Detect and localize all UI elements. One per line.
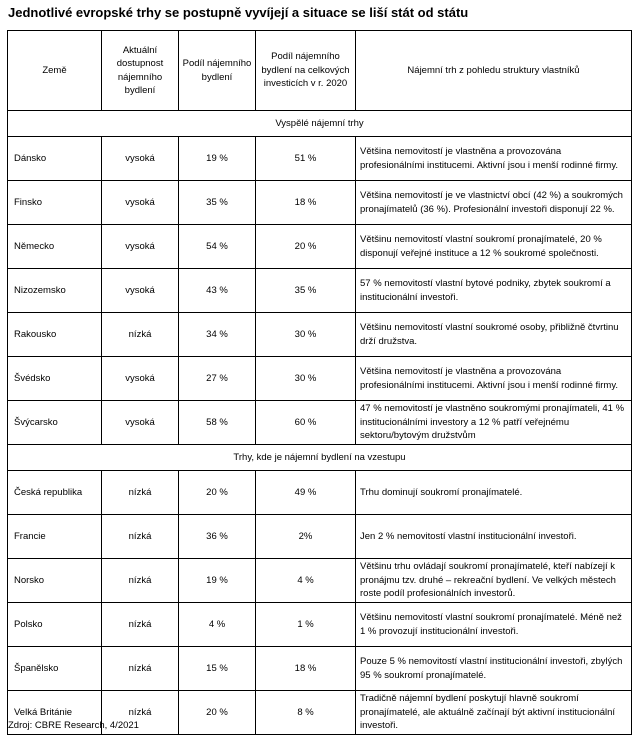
header-availability: Aktuální dostupnost nájemního bydlení [102,31,179,111]
share-cell: 27 % [179,357,256,401]
share-cell: 36 % [179,515,256,559]
ownership-cell: Většina nemovitostí je ve vlastnictví obcí (42 %) a soukromých pronajímatelů (36 %). Profesionální investoři disponují 22 %. [356,181,632,225]
share-cell: 35 % [179,181,256,225]
table-row [8,313,632,357]
share-cell: 58 % [179,401,256,445]
country-cell: Rakousko [8,313,102,357]
availability-cell: nízká [102,647,179,691]
header-country: Země [8,31,102,111]
investment-cell: 51 % [256,137,356,181]
share-cell: 20 % [179,471,256,515]
investment-cell: 49 % [256,471,356,515]
page-title: Jednotlivé evropské trhy se postupně vyvíjejí a situace se liší stát od státu [8,5,469,20]
investment-cell: 18 % [256,647,356,691]
ownership-cell: Jen 2 % nemovitostí vlastní institucionální investoři. [356,515,632,559]
country-cell: Švédsko [8,357,102,401]
header-investment: Podíl nájemního bydlení na celkových investicích v r. 2020 [256,31,356,111]
ownership-cell: Většinu nemovitostí vlastní soukromí pronajímatelé, 20 % disponují veřejné instituce a 12 % soukromé společnosti. [356,225,632,269]
country-cell: Norsko [8,559,102,603]
ownership-cell: Většinu nemovitostí vlastní soukromí pronajímatelé. Méně než 1 % provozují institucionální investoři. [356,603,632,647]
share-cell: 15 % [179,647,256,691]
table-row [8,225,632,269]
table-row [8,401,632,445]
share-cell: 19 % [179,559,256,603]
investment-cell: 4 % [256,559,356,603]
table-row [8,269,632,313]
table-header-row [8,31,632,111]
table-row [8,137,632,181]
availability-cell: nízká [102,559,179,603]
share-cell: 54 % [179,225,256,269]
availability-cell: nízká [102,603,179,647]
availability-cell: vysoká [102,181,179,225]
country-cell: Nizozemsko [8,269,102,313]
ownership-cell: 47 % nemovitostí je vlastněno soukromými pronajímateli, 41 % institucionálními investory a 12 % patří veřejnému sektoru/bytovým družstvům [356,401,632,445]
investment-cell: 20 % [256,225,356,269]
section-row [8,445,632,471]
investment-cell: 35 % [256,269,356,313]
ownership-cell: Většina nemovitostí je vlastněna a provozována profesionálními institucemi. Aktivní jsou i menší rodinné firmy. [356,357,632,401]
availability-cell: nízká [102,515,179,559]
country-cell: Polsko [8,603,102,647]
country-cell: Dánsko [8,137,102,181]
share-cell: 43 % [179,269,256,313]
investment-cell: 2% [256,515,356,559]
availability-cell: nízká [102,691,179,735]
availability-cell: vysoká [102,357,179,401]
table-row [8,603,632,647]
table-row [8,559,632,603]
availability-cell: vysoká [102,137,179,181]
investment-cell: 18 % [256,181,356,225]
share-cell: 20 % [179,691,256,735]
availability-cell: nízká [102,313,179,357]
investment-cell: 30 % [256,313,356,357]
header-share: Podíl nájemního bydlení [179,31,256,111]
section-row [8,111,632,137]
ownership-cell: Pouze 5 % nemovitostí vlastní institucionální investoři, zbylých 95 % soukromí pronajímatelé. [356,647,632,691]
share-cell: 19 % [179,137,256,181]
ownership-cell: Trhu dominují soukromí pronajímatelé. [356,471,632,515]
availability-cell: nízká [102,471,179,515]
availability-cell: vysoká [102,269,179,313]
ownership-cell: Většina nemovitostí je vlastněna a provozována profesionálními institucemi. Aktivní jsou i menší rodinné firmy. [356,137,632,181]
country-cell: Španělsko [8,647,102,691]
section-label: Vyspělé nájemní trhy [8,111,632,137]
country-cell: Česká republika [8,471,102,515]
ownership-cell: 57 % nemovitostí vlastní bytové podniky, zbytek soukromí a institucionální investoři. [356,269,632,313]
table-body [8,111,632,735]
table-row [8,181,632,225]
section-label: Trhy, kde je nájemní bydlení na vzestupu [8,445,632,471]
source-note: Zdroj: CBRE Research, 4/2021 [8,720,139,731]
ownership-cell: Většinu trhu ovládají soukromí pronajímatelé, kteří nabízejí k pronájmu tzv. druhé – rekreační bydlení. Ve velkých městech roste podíl profesionálních investorů. [356,559,632,603]
share-cell: 34 % [179,313,256,357]
table-row [8,357,632,401]
availability-cell: vysoká [102,401,179,445]
country-cell: Švýcarsko [8,401,102,445]
table-row [8,471,632,515]
rental-market-table [7,30,632,735]
country-cell: Finsko [8,181,102,225]
header-ownership: Nájemní trh z pohledu struktury vlastníků [356,31,632,111]
investment-cell: 1 % [256,603,356,647]
table-row [8,515,632,559]
country-cell: Německo [8,225,102,269]
table-row [8,647,632,691]
investment-cell: 30 % [256,357,356,401]
ownership-cell: Většinu nemovitostí vlastní soukromé osoby, přibližně čtvrtinu drží družstva. [356,313,632,357]
investment-cell: 8 % [256,691,356,735]
share-cell: 4 % [179,603,256,647]
investment-cell: 60 % [256,401,356,445]
country-cell: Francie [8,515,102,559]
country-cell: Velká Británie [8,691,102,735]
ownership-cell: Tradičně nájemní bydlení poskytují hlavně soukromí pronajímatelé, ale aktuálně začínají být aktivní institucionální investoři. [356,691,632,735]
availability-cell: vysoká [102,225,179,269]
